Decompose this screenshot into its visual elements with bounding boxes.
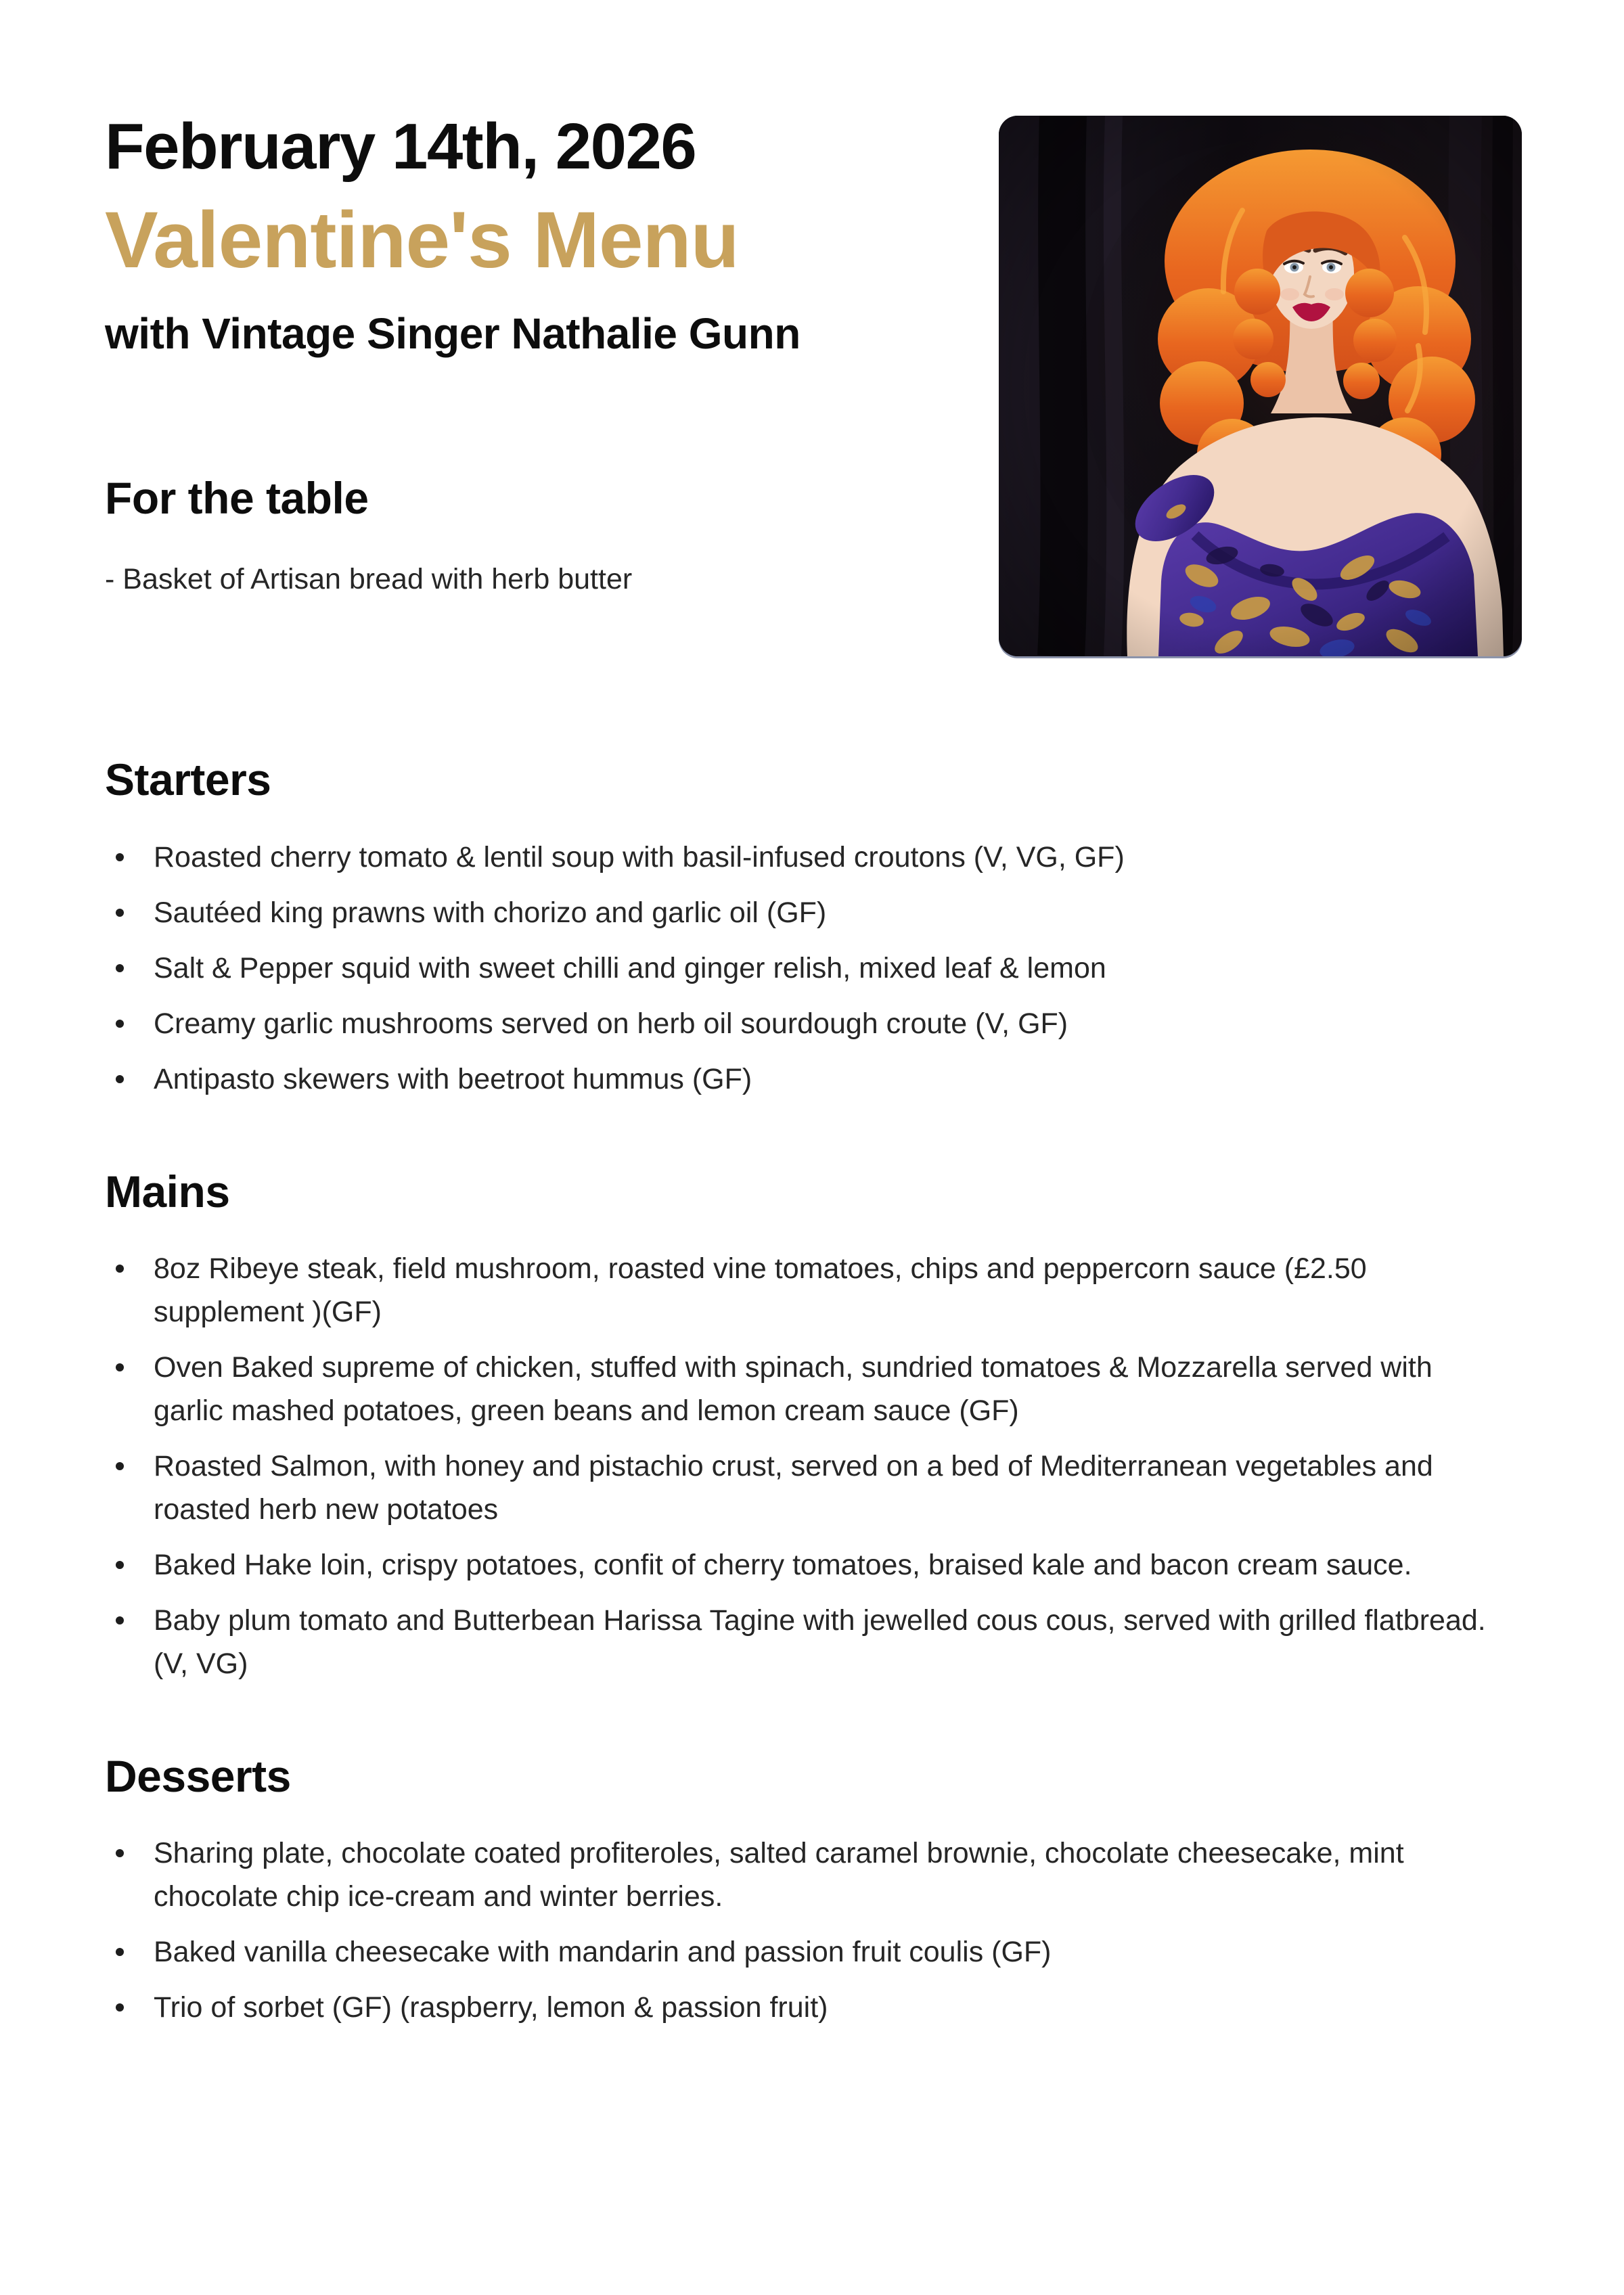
section-heading-mains: Mains	[105, 1166, 230, 1217]
menu-item: Oven Baked supreme of chicken, stuffed with spinach, sundried tomatoes & Mozzarella served with garlic mashed potatoes, green beans and lemon cream sauce (GF)	[105, 1346, 1500, 1432]
mains-list	[105, 1247, 1500, 1685]
menu-item: Sautéed king prawns with chorizo and garlic oil (GF)	[105, 891, 1500, 934]
starters-list	[105, 836, 1500, 1101]
menu-item: Creamy garlic mushrooms served on herb oil sourdough croute (V, GF)	[105, 1002, 1500, 1045]
menu-item: Trio of sorbet (GF) (raspberry, lemon & passion fruit)	[105, 1986, 1500, 2029]
menu-item: Salt & Pepper squid with sweet chilli and ginger relish, mixed leaf & lemon	[105, 947, 1500, 990]
menu-item: Roasted Salmon, with honey and pistachio crust, served on a bed of Mediterranean vegetables and roasted herb new potatoes	[105, 1445, 1500, 1531]
section-heading-starters: Starters	[105, 754, 271, 805]
menu-item: Baked Hake loin, crispy potatoes, confit of cherry tomatoes, braised kale and bacon cream sauce.	[105, 1543, 1500, 1587]
menu-item: Baked vanilla cheesecake with mandarin and passion fruit coulis (GF)	[105, 1930, 1500, 1974]
menu-item: Antipasto skewers with beetroot hummus (GF)	[105, 1058, 1500, 1101]
page-title: Valentine's Menu	[105, 196, 739, 286]
page-subtitle: with Vintage Singer Nathalie Gunn	[105, 309, 800, 359]
for-the-table-item: - Basket of Artisan bread with herb butter	[105, 563, 633, 596]
date-heading: February 14th, 2026	[105, 110, 696, 183]
menu-item: Baby plum tomato and Butterbean Harissa Tagine with jewelled cous cous, served with grilled flatbread. (V, VG)	[105, 1599, 1500, 1685]
menu-item: 8oz Ribeye steak, field mushroom, roasted vine tomatoes, chips and peppercorn sauce (£2.50 supplement )(GF)	[105, 1247, 1500, 1334]
section-heading-desserts: Desserts	[105, 1750, 291, 1801]
menu-item: Roasted cherry tomato & lentil soup with basil-infused croutons (V, VG, GF)	[105, 836, 1500, 879]
singer-portrait-photo	[999, 116, 1522, 656]
singer-portrait-illustration	[999, 116, 1522, 656]
document-header	[105, 108, 978, 360]
menu-item: Sharing plate, chocolate coated profiteroles, salted caramel brownie, chocolate cheesecake, mint chocolate chip ice-cream and winter berries.	[105, 1832, 1500, 1918]
section-heading-for-the-table: For the table	[105, 473, 369, 524]
desserts-list	[105, 1832, 1500, 2029]
